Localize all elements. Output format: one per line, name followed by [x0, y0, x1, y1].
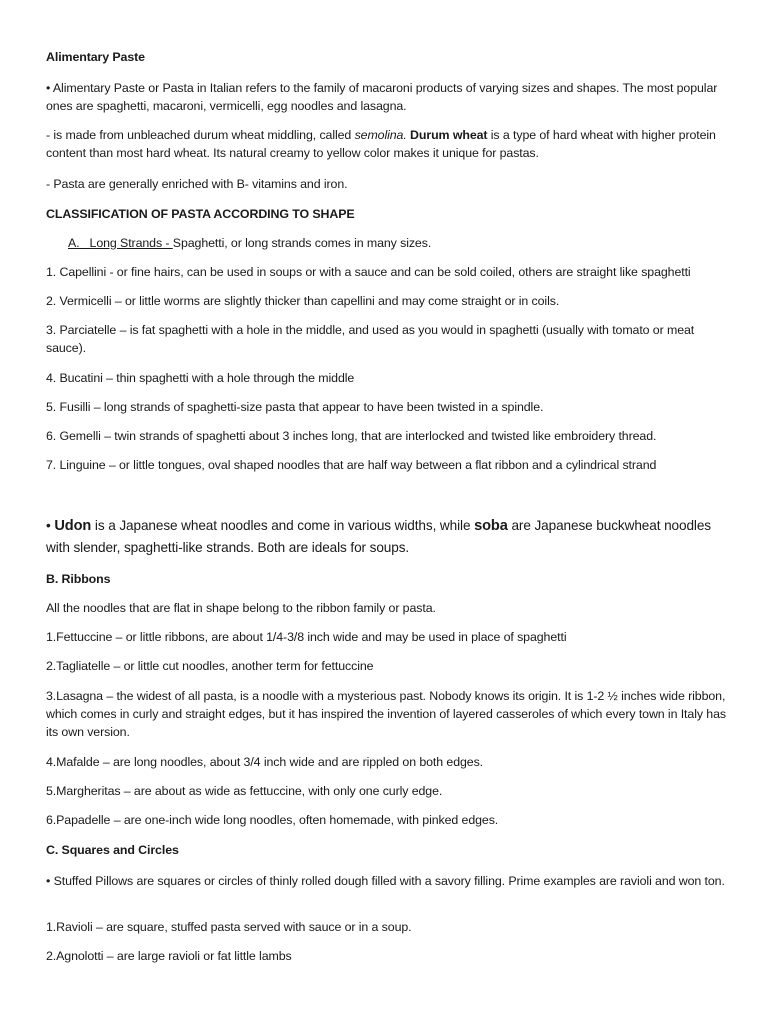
intro-p2-text-a: - is made from unbleached durum wheat middling, called — [46, 128, 355, 142]
udon-text-2: are Japanese buckwheat noodles with slender, spaghetti-like strands. Both are ideals for soups. — [46, 518, 711, 555]
udon-bullet: • — [46, 518, 55, 533]
list-item: 6. Gemelli – twin strands of spaghetti about 3 inches long, that are interlocked and twisted like embroidery thread. — [46, 429, 657, 443]
soba-word: soba — [474, 518, 508, 534]
list-item: 5.Margheritas – are about as wide as fettuccine, with only one curly edge. — [46, 784, 443, 798]
list-item: 1.Fettuccine – or little ribbons, are about 1/4-3/8 inch wide and may be used in place of spaghetti — [46, 630, 567, 644]
intro-p2-text-b: is a type of hard wheat with higher protein content than most hard wheat. Its natural creamy to yellow color makes it unique for pastas. — [46, 128, 716, 160]
classification-heading: CLASSIFICATION OF PASTA ACCORDING TO SHAPE — [46, 207, 355, 221]
section-a-letter: A. — [68, 236, 80, 250]
list-item: 4. Bucatini – thin spaghetti with a hole through the middle — [46, 371, 355, 385]
document-title: Alimentary Paste — [46, 50, 145, 64]
list-item: 3. Parciatelle – is fat spaghetti with a hole in the middle, and used as you would in spaghetti (usually with tomato or meat sauce). — [46, 323, 695, 355]
list-item: 1. Capellini - or fine hairs, can be used in soups or with a sauce and can be sold coiled, others are straight like spaghetti — [46, 265, 691, 279]
section-a-heading — [68, 234, 748, 252]
section-b-heading: B. Ribbons — [46, 572, 111, 586]
list-item: 7. Linguine – or little tongues, oval shaped noodles that are half way between a flat ribbon and a cylindrical strand — [46, 458, 657, 472]
intro-paragraph-3: - Pasta are generally enriched with B- vitamins and iron. — [46, 177, 348, 191]
intro-p2-semolina: semolina. — [354, 128, 407, 142]
list-item: 1.Ravioli – are square, stuffed pasta served with sauce or in a soup. — [46, 920, 412, 934]
list-item: 2.Tagliatelle – or little cut noodles, another term for fettuccine — [46, 659, 374, 673]
udon-paragraph — [46, 515, 726, 559]
section-c-intro: • Stuffed Pillows are squares or circles of thinly rolled dough filled with a savory filling. Prime examples are ravioli and won ton. — [46, 874, 725, 888]
section-a-desc: Spaghetti, or long strands comes in many sizes. — [172, 236, 432, 250]
udon-text-1: is a Japanese wheat noodles and come in various widths, while — [91, 518, 475, 533]
intro-p2-durum-wheat: Durum wheat — [410, 128, 488, 142]
list-item: 2. Vermicelli – or little worms are slightly thicker than capellini and may come straight or in coils. — [46, 294, 560, 308]
intro-paragraph-2 — [46, 126, 726, 162]
section-a-dash: - — [162, 236, 173, 250]
section-b-intro: All the noodles that are flat in shape belong to the ribbon family or pasta. — [46, 601, 436, 615]
udon-word: Udon — [54, 518, 92, 534]
section-c-heading: C. Squares and Circles — [46, 843, 179, 857]
section-a-title: Long Strands — [89, 236, 163, 250]
intro-paragraph-1: • Alimentary Paste or Pasta in Italian refers to the family of macaroni products of varying sizes and shapes. The most popular ones are spaghetti, macaroni, vermicelli, egg noodles and lasagna. — [46, 81, 718, 113]
list-item: 3.Lasagna – the widest of all pasta, is a noodle with a mysterious past. Nobody knows its origin. It is 1-2 ½ inches wide ribbon, which comes in curly and straight edges, but it has inspired the invention of layered casseroles of which every town in Italy has its own version. — [46, 689, 726, 739]
list-item: 6.Papadelle – are one-inch wide long noodles, often homemade, with pinked edges. — [46, 813, 499, 827]
list-item: 4.Mafalde – are long noodles, about 3/4 inch wide and are rippled on both edges. — [46, 755, 484, 769]
list-item: 5. Fusilli – long strands of spaghetti-size pasta that appear to have been twisted in a spindle. — [46, 400, 544, 414]
list-item: 2.Agnolotti – are large ravioli or fat little lambs — [46, 949, 292, 963]
